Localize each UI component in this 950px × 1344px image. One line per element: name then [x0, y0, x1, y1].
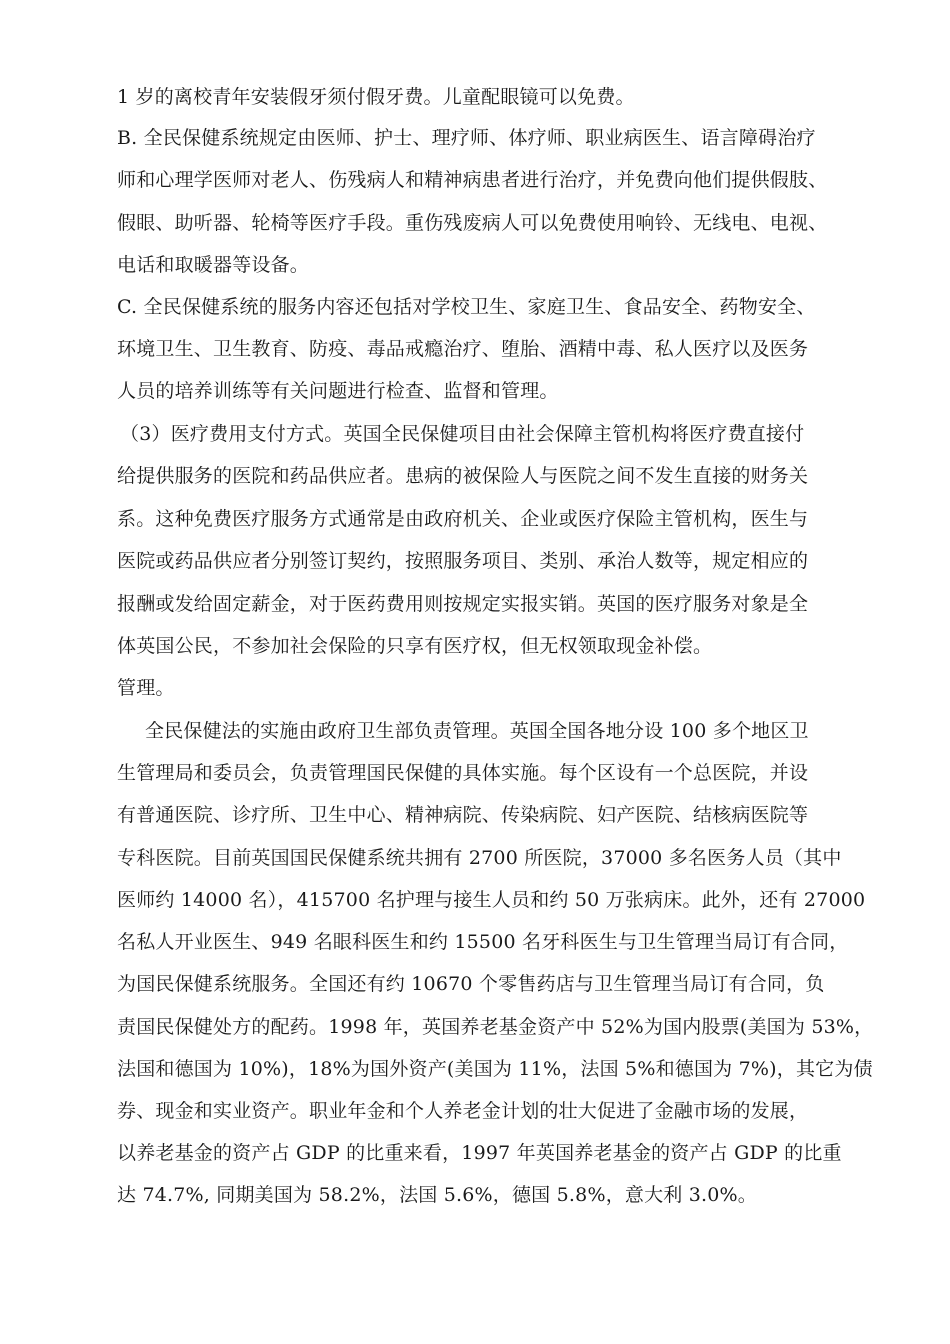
- text-line: 医院或药品供应者分别签订契约，按照服务项目、类别、承治人数等，规定相应的: [117, 550, 809, 572]
- text-line: 名私人开业医生、949 名眼科医生和约 15500 名牙科医生与卫生管理当局订有合同，: [117, 931, 849, 953]
- text-line: 达 74.7%, 同期美国为 58.2%，法国 5.6%，德国 5.8%，意大利 3.0%。: [117, 1184, 758, 1206]
- text-line: 全民保健法的实施由政府卫生部负责管理。英国全国各地分设 100 多个地区卫: [145, 720, 809, 742]
- text-line: 给提供服务的医院和药品供应者。患病的被保险人与医院之间不发生直接的财务关: [117, 465, 809, 487]
- text-line: 为国民保健系统服务。全国还有约 10670 个零售药店与卫生管理当局订有合同，负: [117, 973, 825, 995]
- text-line: 报酬或发给固定薪金，对于医药费用则按规定实报实销。英国的医疗服务对象是全: [117, 593, 809, 615]
- text-line: 专科医院。目前英国国民保健系统共拥有 2700 所医院，37000 多名医务人员（其中: [117, 847, 842, 869]
- text-line: 医师约 14000 名），415700 名护理与接生人员和约 50 万张病床。此外，还有 27000: [117, 889, 866, 911]
- text-line: 生管理局和委员会，负责管理国民保健的具体实施。每个区设有一个总医院，并设: [117, 762, 809, 784]
- text-line: B. 全民保健系统规定由医师、护士、理疗师、体疗师、职业病医生、语言障碍治疗: [117, 127, 816, 149]
- text-line: 责国民保健处方的配药。1998 年，英国养老基金资产中 52%为国内股票(美国为 53%，: [117, 1016, 874, 1038]
- text-line: 环境卫生、卫生教育、防疫、毒品戒瘾治疗、堕胎、酒精中毒、私人医疗以及医务: [117, 338, 809, 360]
- text-line: 师和心理学医师对老人、伤残病人和精神病患者进行治疗，并免费向他们提供假肢、: [117, 169, 828, 191]
- text-line: 以养老基金的资产占 GDP 的比重来看，1997 年英国养老基金的资产占 GDP 的比重: [117, 1142, 842, 1164]
- text-line: 假眼、助听器、轮椅等医疗手段。重伤残废病人可以免费使用响铃、无线电、电视、: [117, 212, 828, 234]
- text-line: 管理。: [117, 677, 175, 699]
- text-line: 人员的培养训练等有关问题进行检查、监督和管理。: [117, 380, 559, 402]
- text-line: 电话和取暖器等设备。: [117, 254, 310, 276]
- text-line: 1 岁的离校青年安装假牙须付假牙费。儿童配眼镜可以免费。: [117, 86, 635, 108]
- text-line: 系。这种免费医疗服务方式通常是由政府机关、企业或医疗保险主管机构，医生与: [117, 508, 809, 530]
- text-line: 体英国公民，不参加社会保险的只享有医疗权，但无权领取现金补偿。: [117, 635, 713, 657]
- text-line: 券、现金和实业资产。职业年金和个人养老金计划的壮大促进了金融市场的发展，: [117, 1100, 809, 1122]
- text-line: C. 全民保健系统的服务内容还包括对学校卫生、家庭卫生、食品安全、药物安全、: [117, 296, 816, 318]
- text-line: 有普通医院、诊疗所、卫生中心、精神病院、传染病院、妇产医院、结核病医院等: [117, 804, 809, 826]
- text-line: （3）医疗费用支付方式。英国全民保健项目由社会保障主管机构将医疗费直接付: [120, 423, 805, 445]
- text-line: 法国和德国为 10%)，18%为国外资产(美国为 11%，法国 5%和德国为 7%)，其它为债: [117, 1058, 873, 1080]
